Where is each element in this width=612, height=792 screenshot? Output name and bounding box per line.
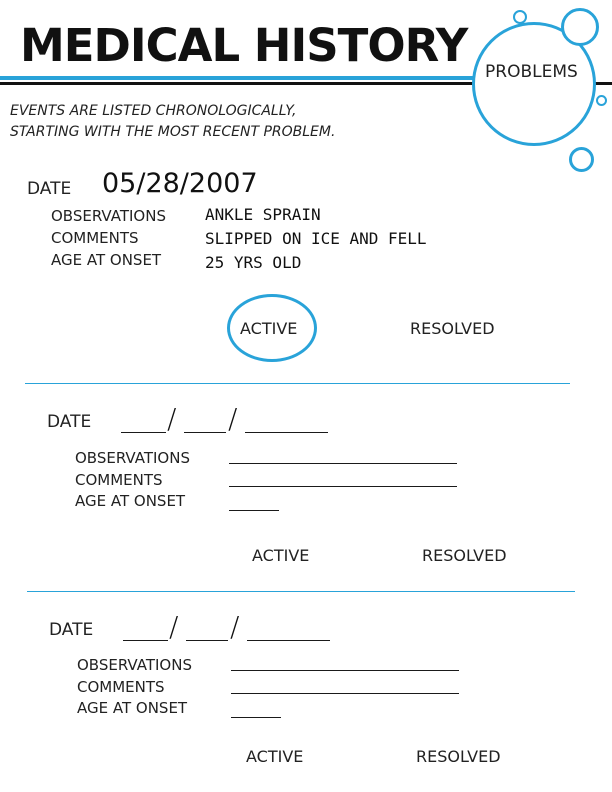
subtitle-line-2: STARTING WITH THE MOST RECENT PROBLEM. — [10, 124, 336, 140]
entry-divider-2 — [27, 591, 575, 592]
entry-2-date-label: DATE — [47, 412, 92, 432]
problems-badge-label: PROBLEMS — [485, 62, 578, 82]
header-accent-bar — [0, 76, 500, 80]
entry-1-active-option[interactable]: ACTIVE — [240, 319, 298, 338]
subtitle-line-1: EVENTS ARE LISTED CHRONOLOGICALLY, — [10, 103, 297, 119]
entry-3-date-slash-1: / — [169, 610, 179, 643]
entry-2-observations-label: OBSERVATIONS — [75, 449, 190, 467]
entry-1-date-label: DATE — [27, 179, 72, 199]
entry-3-observations-label: OBSERVATIONS — [77, 656, 192, 674]
entry-2-date-month-line[interactable] — [121, 432, 166, 433]
entry-2-resolved-option[interactable]: RESOLVED — [422, 546, 507, 565]
entry-1-date-value[interactable]: 05/28/2007 — [102, 168, 258, 199]
entry-2-comments-field[interactable] — [229, 486, 457, 487]
entry-3-date-slash-2: / — [230, 610, 240, 643]
entry-2-observations-field[interactable] — [229, 463, 457, 464]
entry-2-active-option[interactable]: ACTIVE — [252, 546, 310, 565]
entry-2-date-year-line[interactable] — [245, 432, 328, 433]
entry-3-active-option[interactable]: ACTIVE — [246, 747, 304, 766]
entry-3-comments-field[interactable] — [231, 693, 459, 694]
entry-3-date-year-line[interactable] — [247, 640, 330, 641]
bubble-small — [513, 10, 527, 24]
entry-3-comments-label: COMMENTS — [77, 678, 165, 696]
entry-2-comments-label: COMMENTS — [75, 471, 163, 489]
entry-3-resolved-option[interactable]: RESOLVED — [416, 747, 501, 766]
entry-divider-1 — [25, 383, 570, 384]
bubble-tiny — [596, 95, 607, 106]
entry-1-comments-value[interactable]: SLIPPED ON ICE AND FELL — [205, 229, 427, 248]
entry-3-date-month-line[interactable] — [123, 640, 168, 641]
subtitle — [10, 101, 335, 143]
entry-2-age-label: AGE AT ONSET — [75, 492, 186, 510]
entry-3-date-label: DATE — [49, 620, 94, 640]
entry-1-comments-label: COMMENTS — [51, 229, 139, 247]
entry-1-observations-value[interactable]: ANKLE SPRAIN — [205, 205, 321, 224]
entry-1-observations-label: OBSERVATIONS — [51, 207, 166, 225]
bubble-large — [561, 8, 599, 46]
entry-1-age-label: AGE AT ONSET — [51, 251, 162, 269]
entry-2-age-field[interactable] — [229, 510, 279, 511]
bubble-medium — [569, 147, 594, 172]
entry-3-observations-field[interactable] — [231, 670, 459, 671]
entry-3-age-field[interactable] — [231, 717, 281, 718]
entry-1-resolved-option[interactable]: RESOLVED — [410, 319, 495, 338]
entry-1-age-value[interactable]: 25 YRS OLD — [205, 253, 302, 272]
page-title: MEDICAL HISTORY — [20, 19, 468, 72]
entry-2-date-day-line[interactable] — [184, 432, 226, 433]
entry-3-age-label: AGE AT ONSET — [77, 699, 188, 717]
entry-2-date-slash-2: / — [228, 402, 238, 435]
entry-3-date-day-line[interactable] — [186, 640, 228, 641]
entry-2-date-slash-1: / — [167, 402, 177, 435]
